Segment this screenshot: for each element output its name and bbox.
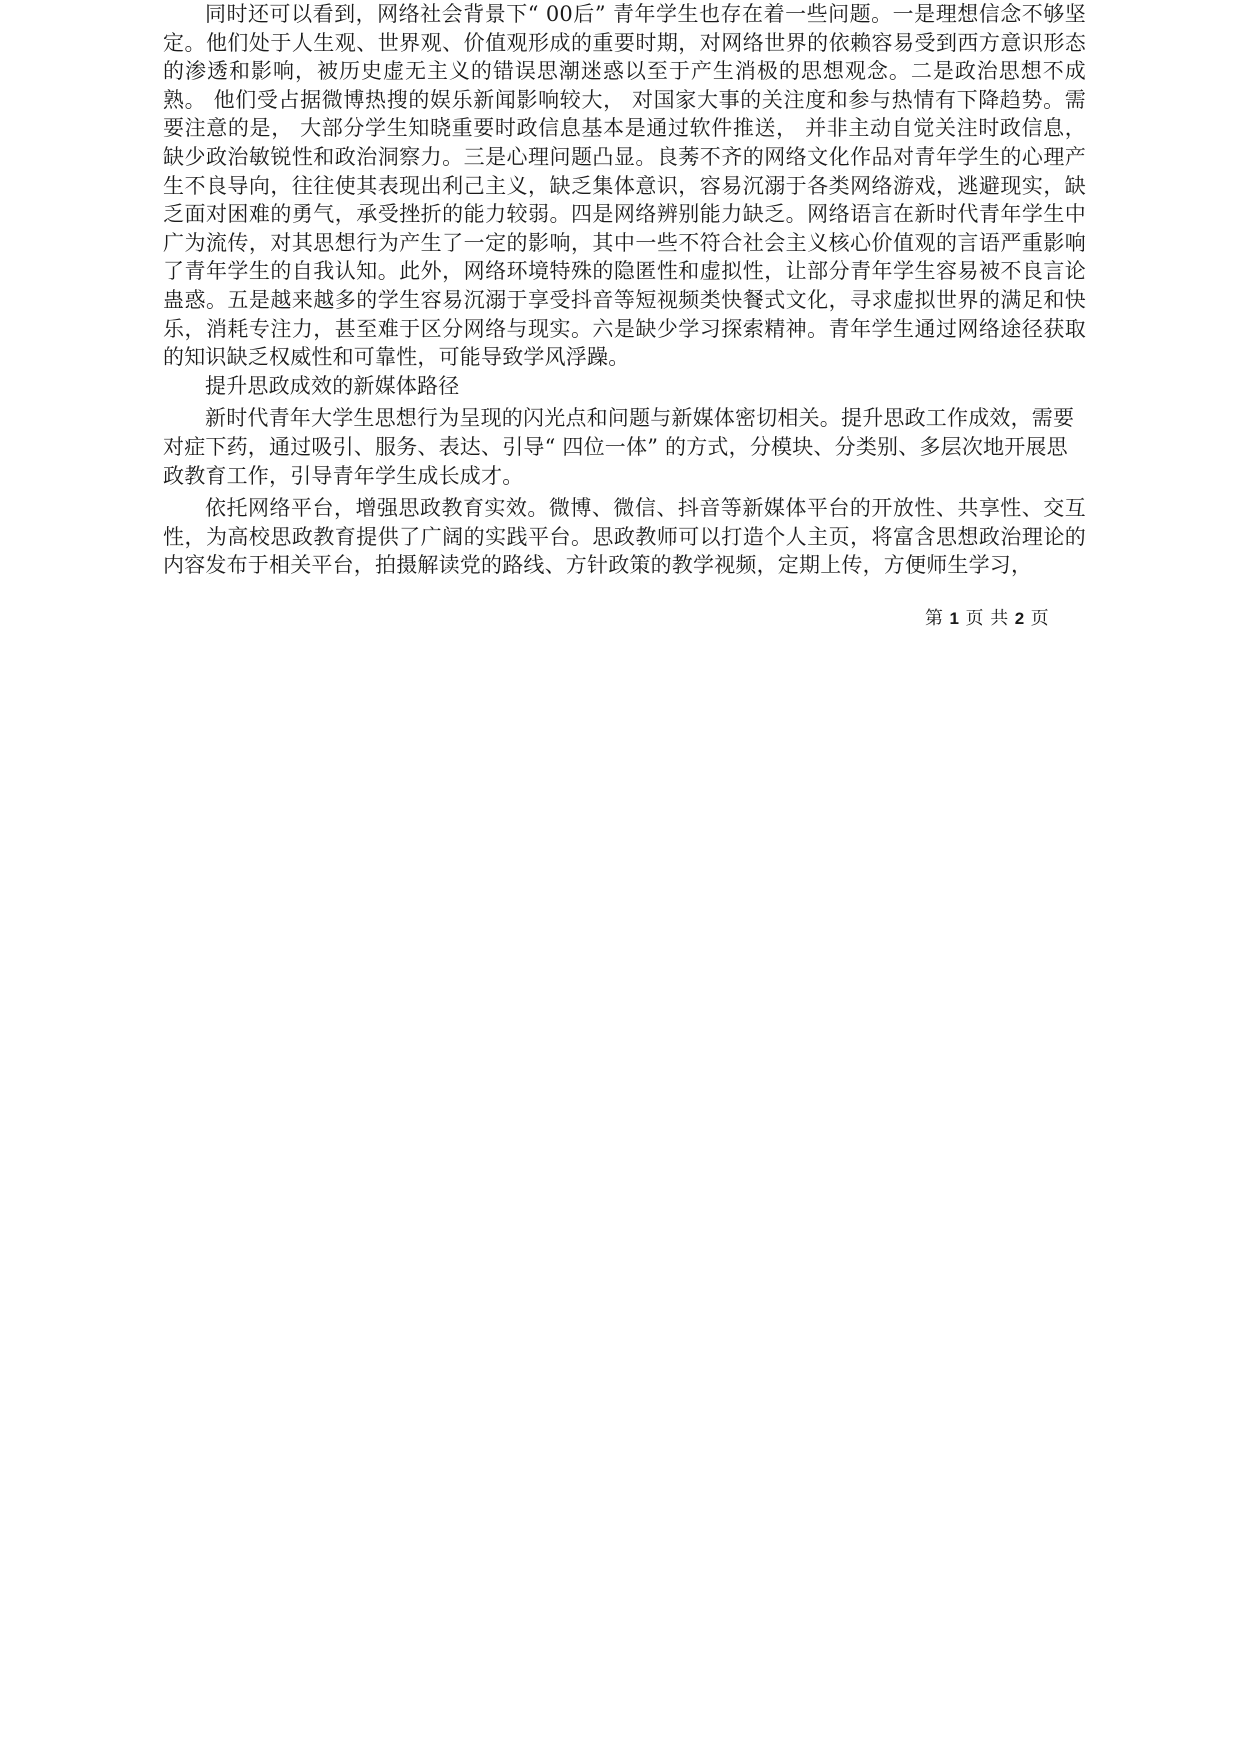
footer-middle: 页 共 xyxy=(965,608,1009,629)
footer-prefix: 第 xyxy=(925,608,944,629)
page-footer xyxy=(925,607,1049,631)
footer-suffix: 页 xyxy=(1030,608,1050,629)
section-heading: 提升思政成效的新媒体路径 xyxy=(205,373,460,398)
document-body xyxy=(163,0,1086,580)
total-pages: 2 xyxy=(1014,609,1025,628)
body-paragraph: 依托网络平台，增强思政教育实效。微博、微信、抖音等新媒体平台的开放性、共享性、交互性，为高校思政教育提供了广阔的实践平台。思政教师可以打造个人主页，将富含思想政治理论的内容发布于相关平台，拍摄解读党的路线、方针政策的教学视频，定期上传，方便师生学习， xyxy=(163,496,1086,578)
body-paragraph: 新时代青年大学生思想行为呈现的闪光点和问题与新媒体密切相关。提升思政工作成效，需要对症下药，通过吸引、服务、表达、引导“ 四位一体” 的方式，分模块、分类别、多层次地开展思政教育工作，引导青年学生成长成才。 xyxy=(163,406,1075,488)
page-number: 1 xyxy=(949,609,960,628)
body-paragraph: 同时还可以看到，网络社会背景下“ 00后” 青年学生也存在着一些问题。一是理想信念不够坚定。他们处于人生观、世界观、价值观形成的重要时期，对网络世界的依赖容易受到西方意识形态的渗透和影响，被历史虚无主义的错误思潮迷惑以至于产生消极的思想观念。二是政治思想不成熟。 他们受占据微博热搜的娱乐新闻影响较大， 对国家大事的关注度和参与热情有下降趋势。需要注意的是， 大部分学生知晓重要时政信息基本是通过软件推送， 并非主动自觉关注时政信息，缺少政治敏锐性和政治洞察力。三是心理问题凸显。良莠不齐的网络文化作品对青年学生的心理产生不良导向，往往使其表现出利己主义，缺乏集体意识，容易沉溺于各类网络游戏，逃避现实，缺乏面对困难的勇气，承受挫折的能力较弱。四是网络辨别能力缺乏。网络语言在新时代青年学生中广为流传，对其思想行为产生了一定的影响，其中一些不符合社会主义核心价值观的言语严重影响了青年学生的自我认知。此外，网络环境特殊的隐匿性和虚拟性，让部分青年学生容易被不良言论蛊惑。五是越来越多的学生容易沉溺于享受抖音等短视频类快餐式文化，寻求虚拟世界的满足和快乐，消耗专注力，甚至难于区分网络与现实。六是缺少学习探索精神。青年学生通过网络途径获取的知识缺乏权威性和可靠性，可能导致学风浮躁。 xyxy=(163,2,1086,370)
